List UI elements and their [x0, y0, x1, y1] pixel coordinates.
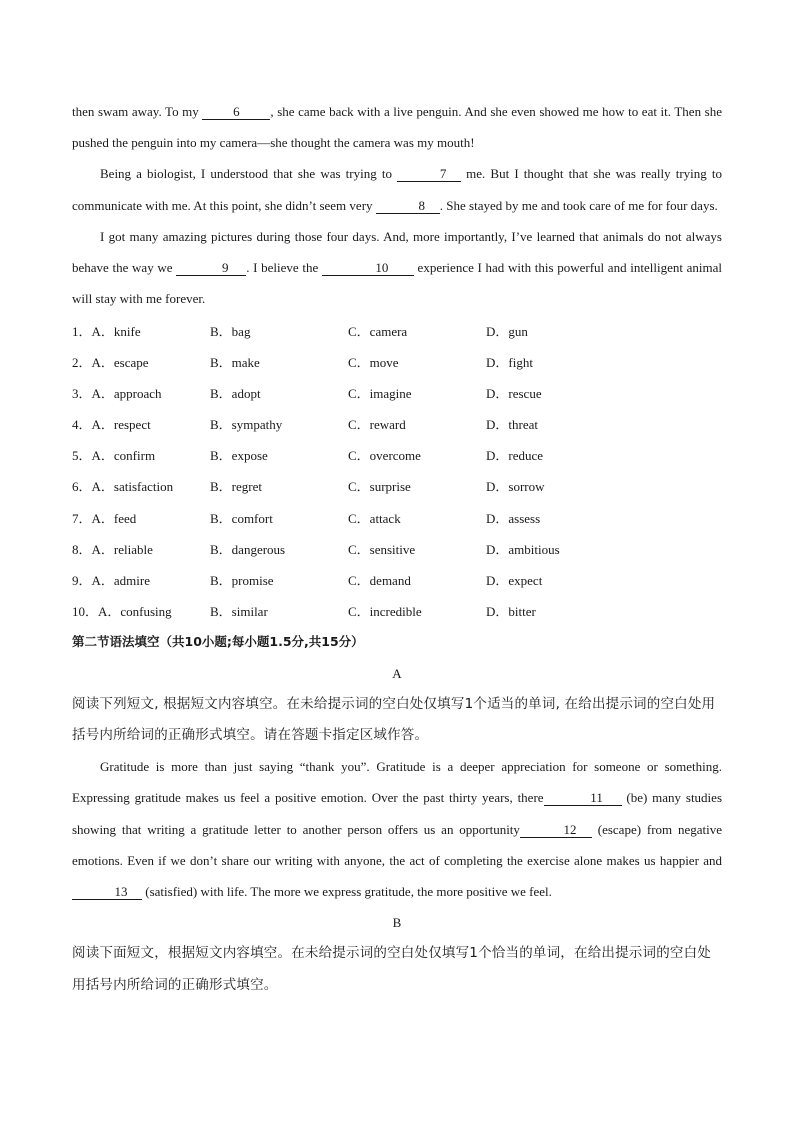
option-d[interactable]: [486, 445, 606, 464]
option-d[interactable]: [486, 539, 606, 558]
part-b-letter: B: [392, 915, 402, 931]
option-text: D．gun: [486, 323, 528, 339]
option-text: A．approach: [91, 385, 162, 401]
option-d[interactable]: [486, 352, 606, 371]
option-text: B．bag: [210, 323, 251, 339]
option-text: B．comfort: [210, 510, 273, 526]
option-text: A．confusing: [98, 604, 172, 620]
option-b[interactable]: [210, 539, 348, 558]
option-a[interactable]: [72, 476, 210, 495]
option-text: D．bitter: [486, 604, 536, 620]
passage-paragraph-1: then swam away. To my 6 , she came back with a live penguin. And she even showed me how to eat it. Then she pushed the penguin into my camera—she thought the camera was my mouth!: [72, 104, 722, 151]
option-a[interactable]: [72, 539, 210, 558]
option-c[interactable]: [348, 414, 486, 433]
options-list: [72, 314, 722, 626]
option-c[interactable]: [348, 445, 486, 464]
option-text: B．regret: [210, 479, 262, 495]
option-row: [72, 595, 722, 626]
option-text: B．adopt: [210, 385, 261, 401]
option-row: [72, 314, 722, 345]
part-b-instruction: 阅读下面短文，根据短文内容填空。在未给提示词的空白处仅填写1个恰当的单词，在给出提示词的空白处用括号内所给词的正确形式填空。: [72, 945, 711, 993]
blank-6[interactable]: 6: [202, 104, 270, 120]
option-text: A．satisfaction: [91, 479, 174, 495]
exam-page: [72, 96, 722, 1001]
option-text: A．knife: [91, 323, 141, 339]
option-b[interactable]: [210, 321, 348, 340]
option-text: A．admire: [91, 573, 150, 589]
option-text: D．threat: [486, 417, 538, 433]
option-c[interactable]: [348, 570, 486, 589]
option-text: D．sorrow: [486, 479, 545, 495]
option-text: C．overcome: [348, 448, 421, 464]
option-row: [72, 377, 722, 408]
option-d[interactable]: [486, 383, 606, 402]
blank-9[interactable]: 9: [176, 260, 246, 276]
option-b[interactable]: [210, 570, 348, 589]
question-number: 1．: [72, 323, 92, 339]
question-number: 2．: [72, 354, 92, 370]
option-text: C．imagine: [348, 385, 412, 401]
option-text: C．incredible: [348, 604, 422, 620]
option-d[interactable]: [486, 570, 606, 589]
option-b[interactable]: [210, 445, 348, 464]
passage-paragraph-3: I got many amazing pictures during those four days. And, more importantly, I’ve learned that animals do not always behave the way we 9 . I believe the 10 experience I had with this powerful and intelligent animal will stay with me forever.: [72, 228, 722, 307]
option-text: B．make: [210, 354, 260, 370]
option-text: B．expose: [210, 448, 268, 464]
option-row: [72, 502, 722, 533]
option-a[interactable]: [72, 352, 210, 371]
option-a[interactable]: [72, 508, 210, 527]
option-a[interactable]: [72, 601, 210, 620]
option-a[interactable]: [72, 321, 210, 340]
option-row: [72, 564, 722, 595]
option-text: C．reward: [348, 417, 406, 433]
option-text: D．assess: [486, 510, 541, 526]
blank-12[interactable]: 12: [520, 822, 592, 838]
option-d[interactable]: [486, 414, 606, 433]
option-text: D．expect: [486, 573, 543, 589]
part-a-letter: A: [392, 665, 402, 681]
question-number: 3．: [72, 385, 92, 401]
option-d[interactable]: [486, 508, 606, 527]
option-b[interactable]: [210, 352, 348, 371]
option-d[interactable]: [486, 321, 606, 340]
option-text: A．reliable: [91, 541, 153, 557]
option-c[interactable]: [348, 508, 486, 527]
option-text: D．rescue: [486, 385, 542, 401]
option-text: A．escape: [91, 354, 149, 370]
option-c[interactable]: [348, 601, 486, 620]
question-number: 5．: [72, 448, 92, 464]
option-b[interactable]: [210, 383, 348, 402]
option-text: B．dangerous: [210, 541, 286, 557]
section-title: 第二节语法填空（共10小题;每小题1.5分,共15分）: [72, 634, 364, 650]
option-text: B．sympathy: [210, 417, 283, 433]
option-text: B．promise: [210, 573, 274, 589]
option-c[interactable]: [348, 383, 486, 402]
part-a-paragraph: Gratitude is more than just saying “thank you”. Gratitude is a deeper appreciation for someone or something. Expressing gratitude makes us feel a positive emotion. Over the past thirty years, there 11 (be) many studies showing that writing a gratitude letter to another person offers us an opportunity 12 (escape) from negative emotions. Even if we don’t share our writing with anyone, the act of completing the exercise alone makes us happier and13 (satisfied) with life. The more we express gratitude, the more positive we feel.: [72, 759, 723, 899]
option-a[interactable]: [72, 570, 210, 589]
option-c[interactable]: [348, 321, 486, 340]
option-d[interactable]: [486, 601, 606, 620]
option-row: [72, 533, 722, 564]
option-text: A．respect: [91, 417, 151, 433]
option-b[interactable]: [210, 476, 348, 495]
option-b[interactable]: [210, 414, 348, 433]
question-number: 6．: [72, 479, 92, 495]
option-a[interactable]: [72, 383, 210, 402]
option-text: D．ambitious: [486, 541, 560, 557]
passage-paragraph-2: Being a biologist, I understood that she was trying to 7 me. But I thought that she was really trying to communicate with me. At this point, she didn’t seem very 8 . She stayed by me and took care of me for four days.: [72, 166, 722, 213]
question-number: 8．: [72, 541, 92, 557]
option-text: C．attack: [348, 510, 401, 526]
question-number: 9．: [72, 573, 92, 589]
option-row: [72, 470, 722, 501]
option-d[interactable]: [486, 476, 606, 495]
part-a-instruction: 阅读下列短文, 根据短文内容填空。在未给提示词的空白处仅填写1个适当的单词, 在给出提示词的空白处用括号内所给词的正确形式填空。请在答题卡指定区域作答。: [72, 695, 716, 743]
option-text: C．move: [348, 354, 399, 370]
blank-13[interactable]: 13: [72, 884, 142, 900]
option-c[interactable]: [348, 352, 486, 371]
option-row: [72, 346, 722, 377]
blank-10[interactable]: 10: [322, 260, 414, 276]
option-c[interactable]: [348, 476, 486, 495]
option-text: C．surprise: [348, 479, 411, 495]
option-text: D．reduce: [486, 448, 544, 464]
option-row: [72, 439, 722, 470]
option-text: C．demand: [348, 573, 411, 589]
option-a[interactable]: [72, 445, 210, 464]
blank-11[interactable]: 11: [544, 790, 622, 806]
question-number: 10．: [72, 604, 99, 620]
option-b[interactable]: [210, 508, 348, 527]
option-c[interactable]: [348, 539, 486, 558]
option-text: A．feed: [91, 510, 137, 526]
option-text: C．sensitive: [348, 541, 416, 557]
option-text: A．confirm: [91, 448, 156, 464]
blank-7[interactable]: 7: [397, 166, 461, 182]
option-text: D．fight: [486, 354, 533, 370]
option-a[interactable]: [72, 414, 210, 433]
question-number: 7．: [72, 510, 92, 526]
question-number: 4．: [72, 417, 92, 433]
blank-8[interactable]: 8: [376, 198, 440, 214]
option-text: B．similar: [210, 604, 268, 620]
option-row: [72, 408, 722, 439]
option-b[interactable]: [210, 601, 348, 620]
option-text: C．camera: [348, 323, 408, 339]
